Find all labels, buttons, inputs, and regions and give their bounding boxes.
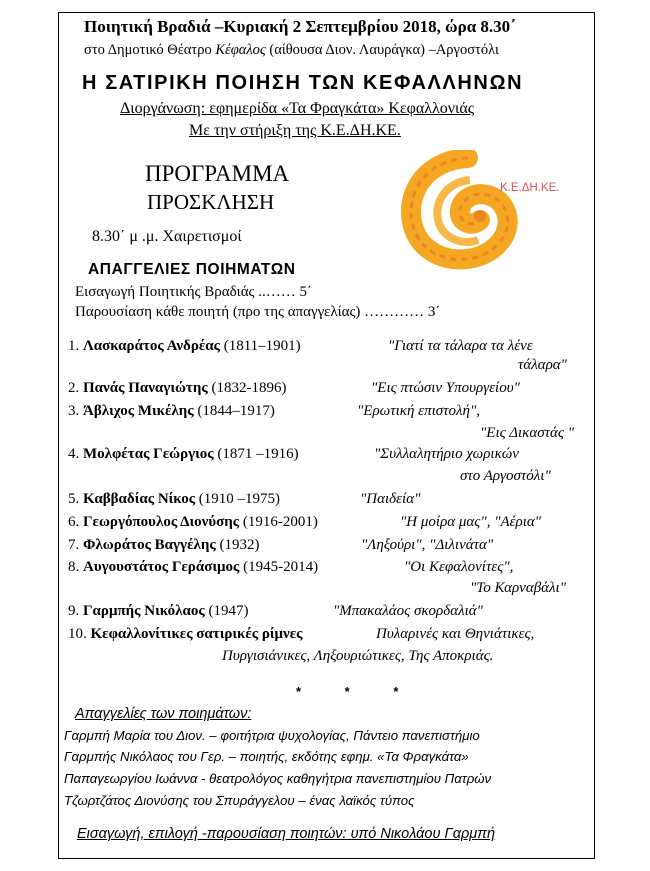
poet-works: "Συλλαλητήριο χωρικών — [374, 446, 519, 462]
reader-line: Γαρμπής Νικόλαος του Γερ. – ποιητής, εκδότης εφημ. «Τα Φραγκάτα» — [64, 749, 469, 764]
presentation-line: Παρουσίαση κάθε ποιητή (προ της απαγγελίας) ………… 3΄ — [75, 304, 441, 320]
greeting-line: 8.30΄ μ .μ. Χαιρετισμοί — [92, 228, 242, 245]
poet-name: Αυγουστάτος Γεράσιμος — [83, 559, 240, 575]
poet-name: Γεωργόπουλος Διονύσης — [83, 514, 240, 530]
poet-years: (1945-2014) — [239, 559, 319, 575]
venue-name: Κέφαλος — [215, 42, 266, 58]
poet-number: 7. — [68, 537, 80, 553]
poet-number: 3. — [68, 403, 80, 419]
poet-item — [68, 537, 259, 554]
venue-prefix: στο Δημοτικό Θέατρο — [84, 42, 216, 58]
poet-item — [68, 559, 318, 576]
poet-works: "Εις πτώσιν Υπουργείου" — [371, 380, 520, 396]
kedhke-shell-logo-icon — [388, 150, 548, 270]
program-title: ΠΡΟΓΡΑΜΜΑ — [145, 161, 290, 186]
poet-works-continued: "Εις Δικαστάς " — [480, 425, 575, 441]
poet-years: (1916-2001) — [239, 514, 318, 530]
poet-name: Μολφέτας Γεώργιος — [83, 446, 214, 462]
logo-text: Κ.Ε.ΔΗ.ΚΕ. — [500, 182, 560, 194]
poet-item — [68, 403, 275, 420]
event-title: Η ΣΑΤΙΡΙΚΗ ΠΟΙΗΣΗ ΤΩΝ ΚΕΦΑΛΛΗΝΩΝ — [82, 72, 524, 94]
footer-credit: Εισαγωγή, επιλογή -παρουσίαση ποιητών: υπό Νικολάου Γαρμπή — [77, 826, 496, 842]
section-separator: * * * — [296, 684, 419, 699]
poet-item — [68, 603, 248, 620]
recitations-heading: ΑΠΑΓΓΕΛΙΕΣ ΠΟΙΗΜΑΤΩΝ — [88, 261, 296, 278]
kedhke-logo — [388, 150, 560, 270]
poet-name: Άβλιχος Μικέλης — [83, 403, 194, 419]
poet-number: 6. — [68, 514, 80, 530]
poet-item — [68, 446, 299, 463]
reader-line: Παπαγεωργίου Ιωάννα - θεατρολόγος καθηγήτρια πανεπιστημίου Πατρών — [64, 771, 492, 786]
program-subtitle: ΠΡΟΣΚΛΗΣΗ — [147, 190, 275, 214]
poet-works-continued: Πυργισιάνικες, Ληξουριώτικες, Της Αποκριάς. — [222, 648, 494, 664]
poet-works-continued: τάλαρα" — [518, 357, 567, 373]
poet-years: (1811–1901) — [219, 338, 301, 354]
poet-works: "Γιατί τα τάλαρα τα λένε — [388, 338, 533, 354]
poet-item — [68, 380, 286, 397]
poet-name: Πανάς Παναγιώτης — [83, 380, 208, 396]
poet-name: Καββαδίας Νίκος — [83, 491, 196, 507]
poet-number: 9. — [68, 603, 80, 619]
poet-years: (1844–1917) — [193, 403, 275, 419]
poet-years: (1947) — [204, 603, 249, 619]
poet-works: "Οι Κεφαλονίτες", — [404, 559, 514, 575]
poet-name: Λασκαράτος Ανδρέας — [83, 338, 220, 354]
poet-works: "Η μοίρα μας", "Αέρια" — [400, 514, 542, 530]
poet-number: 8. — [68, 559, 80, 575]
poet-number: 1. — [68, 338, 80, 354]
poet-name: Κεφαλλονίτικες σατιρικές ρίμνες — [90, 626, 303, 642]
readers-heading: Απαγγελίες των ποιημάτων: — [75, 706, 252, 722]
event-date-line: Ποιητική Βραδιά –Κυριακή 2 Σεπτεμβρίου 2018, ώρα 8.30΄ — [84, 17, 516, 36]
poet-years: (1932) — [215, 537, 260, 553]
poet-number: 2. — [68, 380, 80, 396]
reader-line: Γαρμπή Μαρία του Διον. – φοιτήτρια ψυχολογίας, Πάντειο πανεπιστήμιο — [64, 728, 480, 743]
support-line: Με την στήριξη της Κ.Ε.ΔΗ.ΚΕ. — [189, 122, 401, 139]
intro-line: Εισαγωγή Ποιητικής Βραδιάς ..…… 5΄ — [75, 284, 312, 300]
poet-works: "Παιδεία" — [360, 491, 421, 507]
poet-item — [68, 338, 301, 355]
poet-item — [68, 491, 280, 508]
poet-years: (1910 –1975) — [195, 491, 281, 507]
poet-item — [68, 514, 318, 531]
venue-line — [84, 42, 499, 59]
poet-works: "Ερωτική επιστολή", — [357, 403, 481, 419]
venue-suffix: (αίθουσα Διον. Λαυράγκα) –Αργοστόλι — [265, 42, 499, 58]
poet-works-continued: "Το Καρναβάλι" — [470, 580, 567, 596]
poet-works: "Μπακαλάος σκορδαλιά" — [333, 603, 483, 619]
poet-number: 10. — [68, 626, 87, 642]
poet-works-continued: στο Αργοστόλι" — [460, 468, 551, 484]
poet-name: Φλωράτος Βαγγέλης — [83, 537, 216, 553]
poet-item — [68, 626, 303, 643]
poet-works: "Ληξούρι", "Διλινάτα" — [361, 537, 494, 553]
poet-years: (1832-1896) — [207, 380, 287, 396]
poet-number: 5. — [68, 491, 80, 507]
poet-works: Πυλαρινές και Θηνιάτικες, — [376, 626, 535, 642]
organizer-line: Διοργάνωση: εφημερίδα «Τα Φραγκάτα» Κεφαλλονιάς — [120, 100, 475, 117]
poet-name: Γαρμπής Νικόλαος — [83, 603, 205, 619]
reader-line: Τζωρτζάτος Διονύσης του Σπυράγγελου – ένας λαϊκός τύπος — [64, 793, 415, 808]
poet-years: (1871 –1916) — [213, 446, 299, 462]
poet-number: 4. — [68, 446, 80, 462]
